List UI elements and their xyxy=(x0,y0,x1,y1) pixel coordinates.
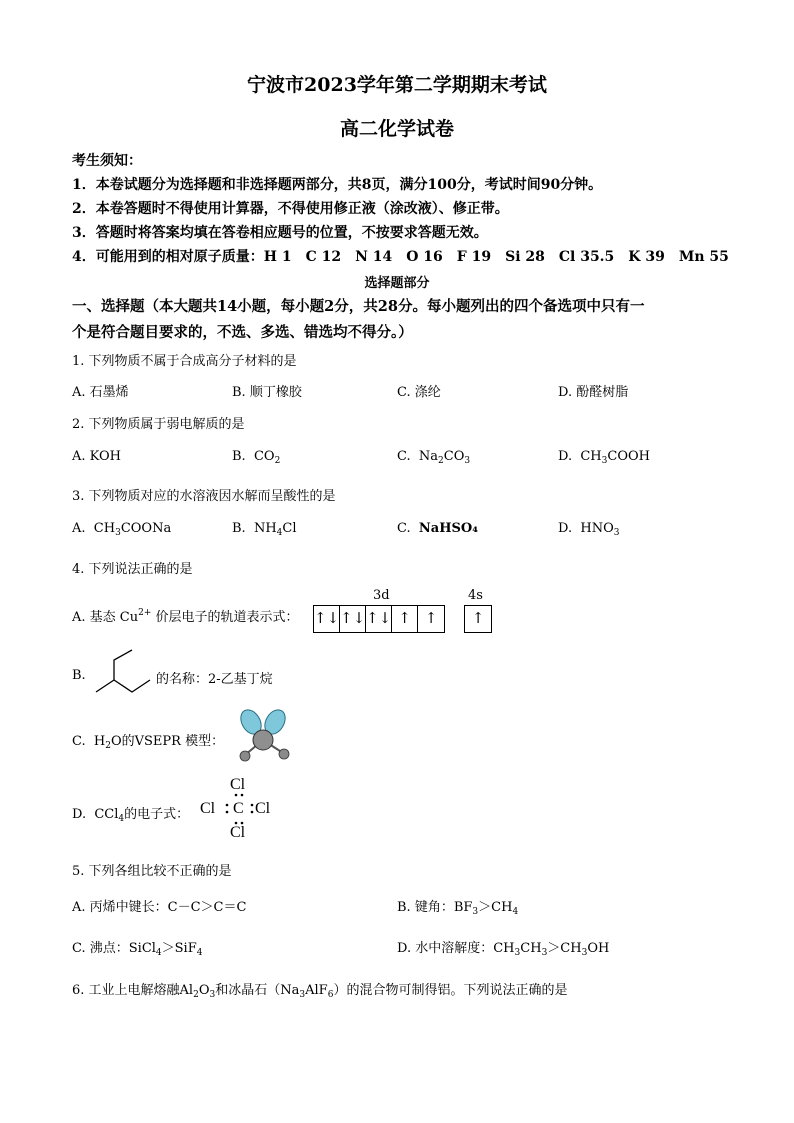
label-3d: 3d xyxy=(373,588,390,603)
skeletal-structure xyxy=(92,648,154,696)
q3-option-a: A. $CH_3COONa$ xyxy=(72,521,172,538)
electron-cl-top: Cl xyxy=(230,776,246,793)
q5-option-d: D. 水中溶解度：$CH_3CH_3>CH_3OH$ xyxy=(397,941,610,958)
electron-cl-left: Cl xyxy=(200,800,216,817)
electron-cl-right: Cl xyxy=(255,800,271,817)
q5-option-a: A. 丙烯中键长：C－C＞C＝C xyxy=(72,900,247,915)
q2-option-a: A. KOH xyxy=(72,449,122,464)
q4-stem: 4. 下列说法正确的是 xyxy=(72,562,193,577)
label-4s: 4s xyxy=(468,588,483,603)
q2-option-c: C. $Na_2CO_3$ xyxy=(397,449,471,466)
orbital-3d-3: ↑↓ xyxy=(366,606,392,632)
orbital-3d-group xyxy=(313,605,445,633)
q3-option-d: D. $HNO_3$ xyxy=(558,521,620,538)
q2-stem: 2. 下列物质属于弱电解质的是 xyxy=(72,417,245,432)
q3-stem: 3. 下列物质对应的水溶液因水解而呈酸性的是 xyxy=(72,489,336,504)
q3-option-b: B. $NH_4Cl$ xyxy=(232,521,297,538)
q1-option-c: C. 涤纶 xyxy=(397,385,441,400)
q4-option-b-text: 的名称：2-乙基丁烷 xyxy=(156,672,273,687)
q4-option-c: C. $H_2O$的VSEPR 模型： xyxy=(72,734,225,751)
notice-heading: 考生须知： xyxy=(72,153,142,169)
electron-c: C xyxy=(233,800,244,817)
notice-item-3: 3．答题时将答案均填在答卷相应题号的位置，不按要求答题无效。 xyxy=(72,225,488,241)
exam-subtitle: 高二化学试卷 xyxy=(339,118,454,140)
q1-stem: 1. 下列物质不属于合成高分子材料的是 xyxy=(72,354,297,369)
vsepr-model xyxy=(230,708,296,766)
q3-option-c: C. NaHSO₄ xyxy=(397,521,478,536)
orbital-3d-1: ↑↓ xyxy=(314,606,340,632)
orbital-3d-4: ↑ xyxy=(392,606,418,632)
orbital-3d-5: ↑ xyxy=(424,609,438,627)
q1-option-d: D. 酚醛树脂 xyxy=(558,385,629,400)
q4-option-d: D. CCl$_4$的电子式： xyxy=(72,807,190,824)
q6-stem: 6. 工业上电解熔融$Al_2O_3$和冰晶石$(Na_3AlF_6)$的混合物可制得铝。下列说法正确的是 xyxy=(72,983,568,1000)
orbital-4s-group xyxy=(464,605,492,633)
section-title: 选择题部分 xyxy=(364,276,430,291)
electron-cl-bottom: Cl xyxy=(230,824,246,841)
instruction-line-2: 个是符合题目要求的，不选、多选、错选均不得分。） xyxy=(72,324,413,341)
electron-dots xyxy=(222,792,256,826)
q1-option-a: A. 石墨烯 xyxy=(72,385,129,400)
q5-option-b: B. 键角：$BF_3>CH_4$ xyxy=(397,900,519,917)
exam-title: 宁波市2023学年第二学期期末考试 xyxy=(247,74,547,96)
q2-option-d: D. $CH_3COOH$ xyxy=(558,449,650,466)
instruction-line-1: 一、选择题（本大题共14小题，每小题2分，共28分。每小题列出的四个备选项中只有一 xyxy=(72,298,645,315)
notice-item-1: 1．本卷试题分为选择题和非选择题两部分，共8页，满分100分，考试时间90分钟。 xyxy=(72,177,603,193)
q2-option-b: B. $CO_2$ xyxy=(232,449,281,466)
notice-item-2: 2．本卷答题时不得使用计算器，不得使用修正液（涂改液）、修正带。 xyxy=(72,201,509,217)
q1-option-b: B. 顺丁橡胶 xyxy=(232,385,302,400)
q4-option-a: A. 基态 $Cu^{2+}$ 价层电子的轨道表示式： xyxy=(72,608,299,625)
orbital-3d-2: ↑↓ xyxy=(340,606,366,632)
q4-option-b-label: B. xyxy=(72,668,86,683)
q5-option-c: C. 沸点：SiCl$_4$＞SiF$_4$ xyxy=(72,941,203,958)
notice-item-4: 4．可能用到的相对原子质量：H 1 C 12 N 14 O 16 F 19 Si 28 Cl 35.5 K 39 Mn 55 xyxy=(72,249,729,265)
q5-stem: 5. 下列各组比较不正确的是 xyxy=(72,864,232,879)
orbital-4s: ↑ xyxy=(471,609,485,627)
